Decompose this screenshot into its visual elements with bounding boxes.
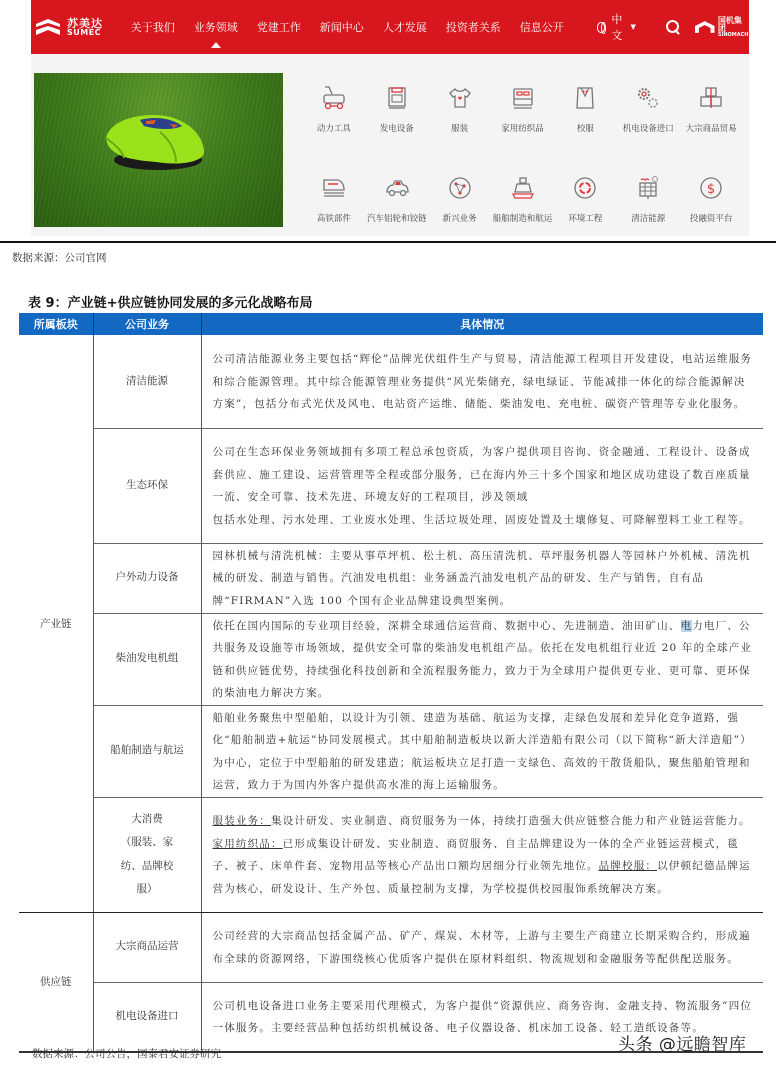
business-line: 大消费 <box>131 813 163 826</box>
gears-icon <box>634 84 662 112</box>
table-row <box>19 705 763 797</box>
robot-mower-illustration <box>100 110 208 172</box>
logo-cn: 苏美达 <box>67 16 103 30</box>
table-row <box>19 543 763 613</box>
train-icon <box>320 174 348 202</box>
biz-home-textiles[interactable] <box>490 80 556 170</box>
description-cell: 公司清洁能源业务主要包括“辉伦”品牌光伏组件生产与贸易，清洁能源工程项目开发建设，电站运维服务和综合能源管理。其中综合能源管理业务提供“风光柴储充，绿电绿证、节能减排一体化的综合能源解决方案”，包括分布式光伏及风电、电站资产运维、储能、柴油发电、充电桩、碳资产管理等专业化服务。 <box>201 335 763 428</box>
language-selector[interactable] <box>597 11 636 43</box>
hero-image-lawn-mower <box>34 73 283 227</box>
header-business: 公司业务 <box>93 313 201 335</box>
data-source-research: 数据来源：公司公告，国泰君安证券研究 <box>32 1048 221 1060</box>
description-text: 力电厂、公共服务及设施等市场领域，提供安全可靠的柴油发电机组产品。依托在发电机组行业近 20 年的全球产业链和供应链优势，持续强化科技创新和全流程服务能力，致力于为全球用户提供更专业、更可靠、更环保的柴油电力解决方案。 <box>212 619 753 699</box>
network-icon <box>446 174 474 202</box>
dollar-icon <box>697 174 725 202</box>
biz-auto-wheels[interactable] <box>364 170 430 260</box>
biz-emerging[interactable] <box>427 170 493 260</box>
biz-label: 新兴业务 <box>442 214 477 224</box>
business-row-1 <box>301 80 741 170</box>
biz-label: 发电设备 <box>379 124 414 134</box>
description-cell <box>201 613 763 705</box>
business-line: 纺、品牌校 <box>120 859 174 872</box>
subheading-home-textiles: 家用纺织品： <box>212 837 283 850</box>
section-divider <box>0 241 776 243</box>
tshirt-icon <box>446 84 474 112</box>
description-text: 以伊顿纪德品牌运营为核心，研发设计、生产外包、质量控制为支撑，为学校提供校园服饰系统解决方案。 <box>212 860 751 895</box>
biz-label: 投融资平台 <box>689 214 733 224</box>
strategy-table <box>19 313 763 1053</box>
biz-shipbuilding[interactable] <box>490 170 556 260</box>
biz-commodity-trade[interactable] <box>678 80 744 170</box>
data-source-website: 数据来源：公司官网 <box>12 252 107 264</box>
table-title: 表 9：产业链+供应链协同发展的多元化战略布局 <box>28 296 313 311</box>
segment-cell-supply-chain: 供应链 <box>19 912 93 1052</box>
business-cell: 生态环保 <box>93 428 201 543</box>
selected-text-highlight[interactable]: 电 <box>680 619 693 632</box>
business-cell: 户外动力设备 <box>93 543 201 613</box>
biz-apparel[interactable] <box>427 80 493 170</box>
biz-label: 校服 <box>576 124 594 134</box>
table-row <box>19 912 763 982</box>
sumec-logo-icon <box>35 18 61 36</box>
business-row-2 <box>301 170 741 260</box>
biz-label: 动力工具 <box>316 124 351 134</box>
table-row <box>19 428 763 543</box>
description-cell: 船舶业务聚焦中型船舶，以设计为引领、建造为基础、航运为支撑，走绿色发展和差异化竞争道路，强化“船舶制造+航运”协同发展模式。其中船舶制造板块以新大洋造船有限公司（以下简称“新大洋造船”）为中心，定位于中型船舶的研发建造；航运板块立足打造一支绿色、高效的干散货船队，聚焦船舶管理和运营，致力于为国内外客户提供高水准的海上运输服务。 <box>201 705 763 797</box>
sinomach-logo[interactable] <box>695 17 749 38</box>
group-logo-cn: 国机集团 <box>717 15 742 33</box>
logo-en: SUMEC <box>67 27 102 37</box>
segment-cell-industry-chain: 产业链 <box>19 335 93 912</box>
biz-environmental-eng[interactable] <box>552 170 618 260</box>
site-navbar <box>31 0 749 54</box>
biz-label: 汽车铝轮和铰链 <box>367 214 427 224</box>
biz-clean-energy[interactable] <box>615 170 681 260</box>
uniform-icon <box>571 84 599 112</box>
business-cell: 大宗商品运营 <box>93 912 201 982</box>
biz-power-tools[interactable] <box>301 80 367 170</box>
language-label: 中文 <box>611 13 623 42</box>
nav-party-building[interactable]: 党建工作 <box>256 21 301 34</box>
nav-investor-relations[interactable]: 投资者关系 <box>445 21 501 34</box>
globe-icon <box>597 22 606 33</box>
description-text: 已形成集设计研发、实业制造、商贸服务、自主品牌建设为一体的全产业链运营模式，毯子、被子、床单件套、宠物用品等核心产品出口额均居细分行业领先地位。 <box>212 837 740 872</box>
car-icon <box>383 174 411 202</box>
website-screenshot <box>31 0 749 236</box>
description-cell: 公司机电设备进口业务主要采用代理模式，为客户提供“资源供应、商务咨询、金融支持、物流服务”四位一体服务。主要经营品种包括纺织机械设备、电子仪器设备、机床加工设备、轻工造纸设备等。 <box>201 982 763 1052</box>
nav-news[interactable]: 新闻中心 <box>319 21 364 34</box>
generator-icon <box>383 84 411 112</box>
description-cell: 公司经营的大宗商品包括金属产品、矿产、煤炭、木材等，上游与主要生产商建立长期采购合约，形成遍布全球的资源网络，下游围绕核心优质客户提供在原材料组织、物流规划和金融服务等配供配送服务。 <box>201 912 763 982</box>
nav-about[interactable]: 关于我们 <box>130 21 175 34</box>
business-cell: 柴油发电机组 <box>93 613 201 705</box>
table-row <box>19 797 763 912</box>
biz-label: 清洁能源 <box>631 214 666 224</box>
biz-label: 大宗商品贸易 <box>685 124 737 134</box>
table-row <box>19 613 763 705</box>
biz-label: 环境工程 <box>568 214 603 224</box>
biz-school-uniform[interactable] <box>552 80 618 170</box>
biz-equipment-import[interactable] <box>615 80 681 170</box>
business-cell <box>93 797 201 912</box>
nav-disclosure[interactable]: 信息公开 <box>519 21 564 34</box>
business-line: 服） <box>136 882 158 895</box>
business-cell: 机电设备进口 <box>93 982 201 1052</box>
description-cell <box>201 428 763 543</box>
description-line: 包括水处理、污水处理、工业废水处理、生活垃圾处理、固废处置及土壤修复、可降解塑料工业工程等。 <box>212 513 751 526</box>
biz-label: 服装 <box>451 124 469 134</box>
biz-rail-parts[interactable] <box>301 170 367 260</box>
ship-icon <box>509 174 537 202</box>
boxes-icon <box>697 84 725 112</box>
recycle-icon <box>571 174 599 202</box>
biz-generator[interactable] <box>364 80 430 170</box>
sumec-logo[interactable] <box>35 18 126 37</box>
business-cell: 船舶制造与航运 <box>93 705 201 797</box>
group-logo-en: SINOMACH <box>717 31 749 38</box>
header-details: 具体情况 <box>201 313 763 335</box>
subheading-apparel: 服装业务： <box>212 815 271 827</box>
biz-label: 机电设备进口 <box>622 124 674 134</box>
nav-talent[interactable]: 人才发展 <box>382 21 427 34</box>
table-row <box>19 335 763 428</box>
table-header-row <box>19 313 763 335</box>
business-areas-grid <box>301 80 741 260</box>
sinomach-logo-icon <box>695 21 714 33</box>
description-text: 集设计研发、实业制造、商贸服务为一体，持续打造强大供应链整合能力和产业链运营能力。 <box>271 815 751 827</box>
header-segment: 所属板块 <box>19 313 93 335</box>
watermark: 头条 @远瞻智库 <box>618 1035 747 1055</box>
caret-down-icon: ▼ <box>630 23 636 31</box>
nav-business-areas[interactable]: 业务领域 <box>193 21 238 34</box>
description-cell: 园林机械与清洗机械：主要从事草坪机、松土机、高压清洗机、草坪服务机器人等园林户外机械、清洗机械的研发、制造与销售。汽油发电机组：业务涵盖汽油发电机产品的研发、生产与销售，自有品牌“FIRMAN”入选 100 个国有企业品牌建设典型案例。 <box>201 543 763 613</box>
nav-menu <box>131 19 583 35</box>
subheading-school-uniform: 品牌校服： <box>598 860 658 872</box>
biz-label: 高铁部件 <box>316 214 351 224</box>
biz-label: 船舶制造和航运 <box>492 214 553 224</box>
description-cell <box>201 797 763 912</box>
biz-label: 家用纺织品 <box>501 124 544 134</box>
lawn-mower-icon <box>320 84 348 112</box>
description-line: 公司在生态环保业务领域拥有多项工程总承包资质，为客户提供项目咨询、资金融通、工程设计、设备成套供应、施工建设、运营管理等全程或部分服务，已在海内外三十多个国家和地区成功建设了数百座质量一流、安全可靠、技术先进、环境友好的工程项目，涉及领域 <box>212 446 751 503</box>
business-line: （服装、家 <box>120 836 174 849</box>
business-cell: 清洁能源 <box>93 335 201 428</box>
svg-text:$: $ <box>706 182 716 197</box>
biz-investment-platform[interactable] <box>678 170 744 260</box>
solar-panel-icon <box>634 174 662 202</box>
search-icon[interactable] <box>666 20 678 34</box>
description-text: 依托在国内国际的专业项目经验，深耕全球通信运营商、数据中心、先进制造、油田矿山、 <box>212 619 681 632</box>
bed-icon <box>509 84 537 112</box>
